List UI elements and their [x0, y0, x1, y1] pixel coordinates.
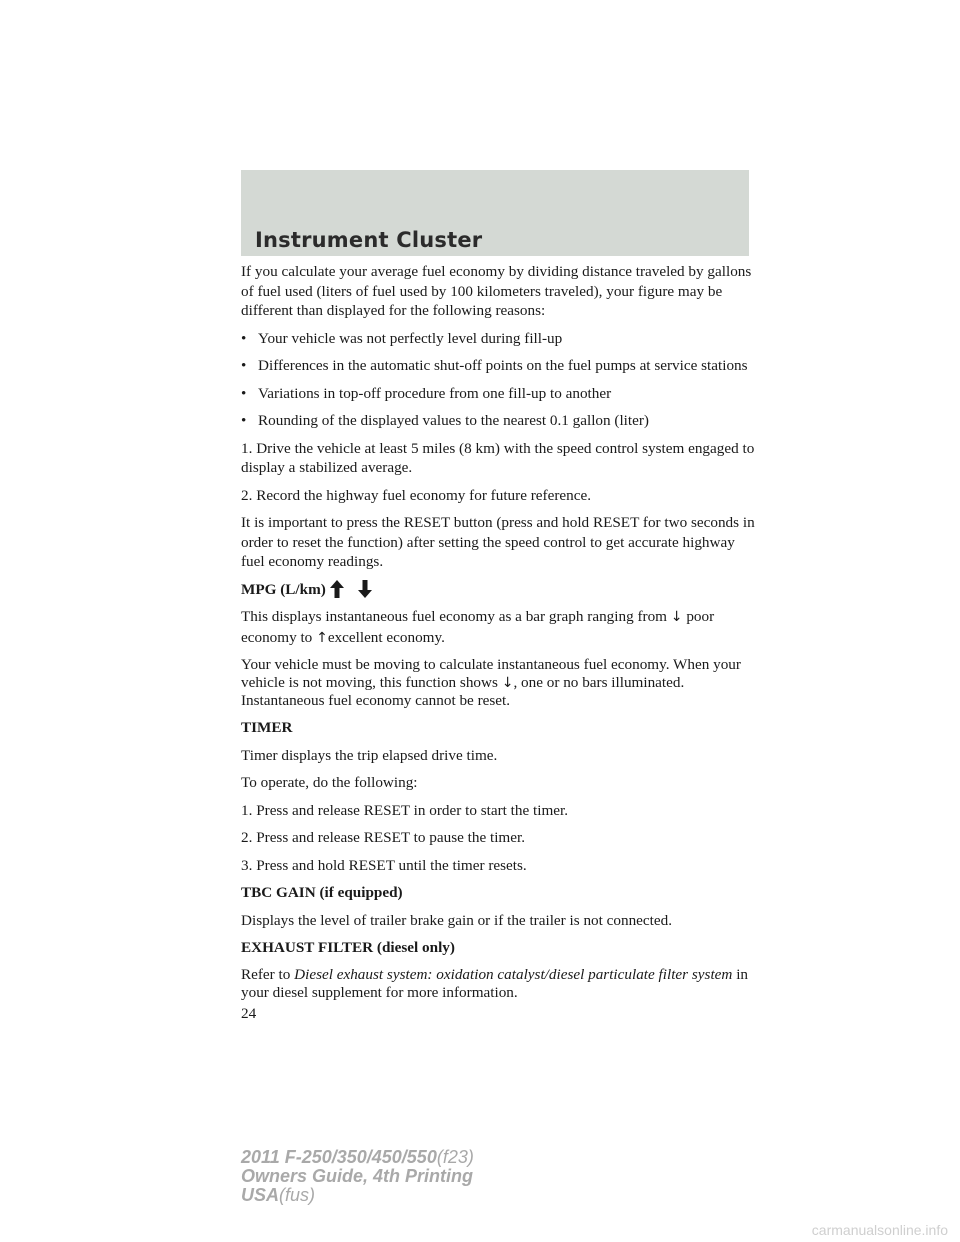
arrow-down-icon	[358, 580, 372, 598]
page-content	[241, 262, 761, 1023]
timer-step: 3. Press and hold RESET until the timer resets.	[241, 856, 527, 874]
mpg-heading: MPG (L/km)	[241, 580, 761, 600]
list-item: • Your vehicle was not perfectly level during fill-up	[241, 329, 563, 347]
timer-description: Timer displays the trip elapsed drive time.	[241, 746, 498, 764]
tbc-description: Displays the level of trailer brake gain or if the trailer is not connected.	[241, 911, 672, 929]
bullet-icon: •	[241, 357, 247, 374]
step-paragraph: 1. Drive the vehicle at least 5 miles (8 km) with the speed control system engaged to display a stabilized average.	[241, 439, 755, 476]
reset-note: It is important to press the RESET button (press and hold RESET for two seconds in order to reset the function) after setting the speed control to get accurate highway fuel economy readings.	[241, 514, 755, 570]
down-arrow-icon: ↓	[501, 675, 514, 691]
exhaust-heading: EXHAUST FILTER (diesel only)	[241, 939, 455, 956]
list-item: • Variations in top-off procedure from one fill-up to another	[241, 384, 612, 402]
tbc-heading: TBC GAIN (if equipped)	[241, 884, 403, 901]
bullet-icon: •	[241, 412, 247, 429]
bullet-icon: •	[241, 329, 247, 347]
down-arrow-icon: ↓	[670, 609, 683, 625]
list-item: • Rounding of the displayed values to the nearest 0.1 gallon (liter)	[241, 412, 649, 429]
exhaust-description: Refer to Diesel exhaust system: oxidation catalyst/diesel particulate filter system in your diesel supplement for more information.	[241, 965, 749, 1001]
timer-operate: To operate, do the following:	[241, 774, 418, 791]
footer-region-line: USA(fus)	[241, 1185, 316, 1205]
section-header	[241, 170, 749, 256]
timer-step: 2. Press and release RESET to pause the timer.	[241, 829, 526, 846]
section-title: Instrument Cluster	[255, 228, 483, 252]
mpg-moving-note: Your vehicle must be moving to calculate instantaneous fuel economy. When your vehicle is not moving, this function shows ↓, one or no bars illuminated. Instantaneous fuel economy cannot be reset.	[241, 656, 741, 709]
up-arrow-icon: ↑	[316, 629, 328, 646]
bullet-icon: •	[241, 384, 247, 402]
list-item: • Differences in the automatic shut-off points on the fuel pumps at service stations	[241, 357, 748, 374]
timer-step: 1. Press and release RESET in order to start the timer.	[241, 801, 569, 819]
timer-heading: TIMER	[241, 719, 293, 736]
footer-model-line: 2011 F-250/350/450/550(f23)	[241, 1147, 474, 1167]
page-number: 24	[241, 1004, 257, 1022]
step-paragraph: 2. Record the highway fuel economy for future reference.	[241, 486, 592, 504]
document-footer	[241, 1148, 474, 1205]
mpg-description: This displays instantaneous fuel economy as a bar graph ranging from ↓ poor economy to ↑excellent economy.	[241, 608, 715, 646]
intro-paragraph: If you calculate your average fuel economy by dividing distance traveled by gallons of fuel used (liters of fuel used by 100 kilometers traveled), your figure may be different than displayed for the following reasons:	[241, 263, 752, 319]
footer-guide-line: Owners Guide, 4th Printing	[241, 1166, 474, 1186]
watermark: carmanualsonline.info	[811, 1222, 948, 1238]
arrow-up-icon	[330, 580, 344, 598]
